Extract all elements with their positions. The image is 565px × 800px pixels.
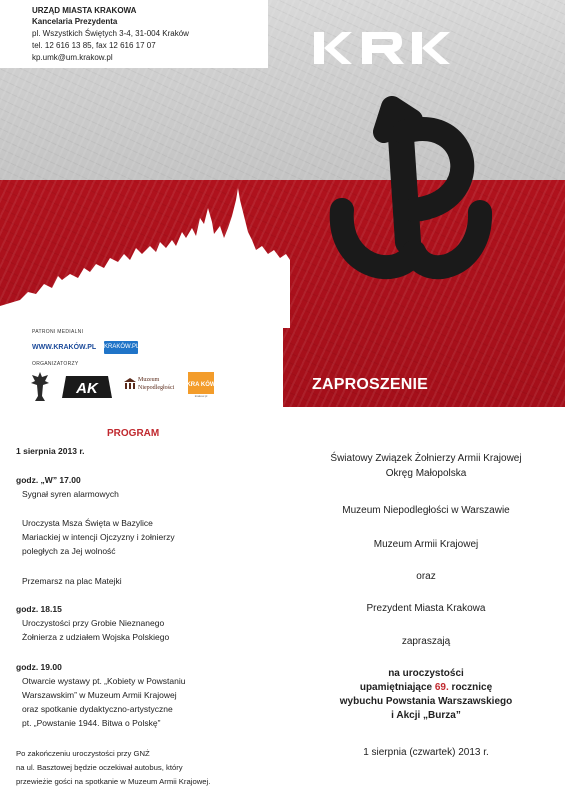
slot1-item2-line3: poległych za Jej wolność (22, 546, 116, 556)
event-line2-b: rocznicę (448, 682, 493, 693)
event-line2 (296, 681, 556, 694)
ak-logo-text: AK (76, 380, 98, 397)
slot1-item2-line2: Mariackiej w intencji Ojczyzny i żołnierzy (22, 532, 175, 542)
media-patrons-label: PATRONI MEDIALNI (32, 329, 84, 335)
museum-building-icon (124, 378, 136, 390)
krakow-pl-logo: WWW.KRAKÓW.PL (32, 344, 97, 351)
footer-line1: Po zakończeniu uroczystości przy GNŻ (16, 749, 150, 758)
program-date: 1 sierpnia 2013 r. (16, 446, 85, 456)
event-line2-a: upamiętniające (359, 682, 435, 693)
slot3-line2: Warszawskim” w Muzeum Armii Krajowej (22, 690, 177, 700)
krakow-skyline (0, 188, 290, 328)
org3: Muzeum Armii Krajowej (373, 539, 479, 550)
header-address: pl. Wszystkich Świętych 3-4, 31-004 Kraków (32, 29, 189, 38)
krakow-square-sub: krakow.pl (194, 394, 208, 398)
footer-line3: przewieżie gości na spotkanie w Muzeum Armii Krajowej. (16, 777, 211, 786)
eagle-emblem-icon (30, 370, 50, 403)
muzeum-line2: Niepodległości (138, 385, 175, 391)
slot2-time: godz. 18.15 (16, 604, 62, 614)
program-heading: PROGRAM (107, 428, 160, 439)
event-line3: wybuchu Powstania Warszawskiego (339, 696, 513, 707)
slot3-line1: Otwarcie wystawy pt. „Kobiety w Powstaniu (22, 676, 186, 686)
anniversary-number: 69. (434, 682, 449, 693)
slot3-line4: pt. „Powstanie 1944. Bitwa o Polskę” (22, 718, 161, 728)
muzeum-line1: Muzeum (138, 377, 160, 383)
krakow-square-logo (188, 372, 214, 398)
slot2-line2: Żołnierza z udziałem Wojska Polskiego (22, 632, 170, 642)
invitation-title: ZAPROSZENIE (312, 376, 428, 393)
slot1-time: godz. „W” 17.00 (16, 475, 81, 485)
org1-line2: Okręg Małopolska (385, 468, 467, 479)
slot1-item3: Przemarsz na plac Matejki (22, 576, 122, 586)
muzeum-niepodleglosci-logo (124, 376, 180, 400)
header-office: Kancelaria Prezydenta (32, 17, 118, 26)
slot1-item1: Sygnał syren alarmowych (22, 489, 119, 499)
header-email[interactable]: kp.umk@um.krakow.pl (32, 53, 113, 62)
krakow-square-text: KRA KÓW (186, 382, 216, 388)
krk-logo (312, 28, 452, 68)
ak-logo (62, 376, 112, 398)
and-word: oraz (416, 571, 436, 582)
organizers-label: ORGANIZATORZY (32, 361, 79, 367)
org1-line1: Światowy Związek Żołnierzy Armii Krajowej (330, 453, 522, 464)
krakow-box-logo: KRAKÓW.PL (104, 341, 138, 354)
event-date: 1 sierpnia (czwartek) 2013 r. (363, 747, 489, 758)
event-line4: i Akcji „Burza” (391, 710, 461, 721)
kotwica-anchor-symbol (322, 92, 502, 292)
org4: Prezydent Miasta Krakowa (366, 603, 486, 614)
header-org: URZĄD MIASTA KRAKOWA (32, 6, 137, 15)
header-phone: tel. 12 616 13 85, fax 12 616 17 07 (32, 41, 156, 50)
footer-line2: na ul. Basztowej będzie oczekiwał autobus, który (16, 763, 183, 772)
slot1-item2-line1: Uroczysta Msza Święta w Bazylice (22, 518, 153, 528)
slot3-time: godz. 19.00 (16, 662, 62, 672)
org2: Muzeum Niepodległości w Warszawie (342, 505, 510, 516)
invites-word: zapraszają (401, 636, 451, 647)
slot2-line1: Uroczystości przy Grobie Nieznanego (22, 618, 165, 628)
header-address-box (0, 0, 268, 68)
slot3-line3: oraz spotkanie dydaktyczno-artystyczne (22, 704, 173, 714)
event-line1: na uroczystości (388, 668, 464, 679)
